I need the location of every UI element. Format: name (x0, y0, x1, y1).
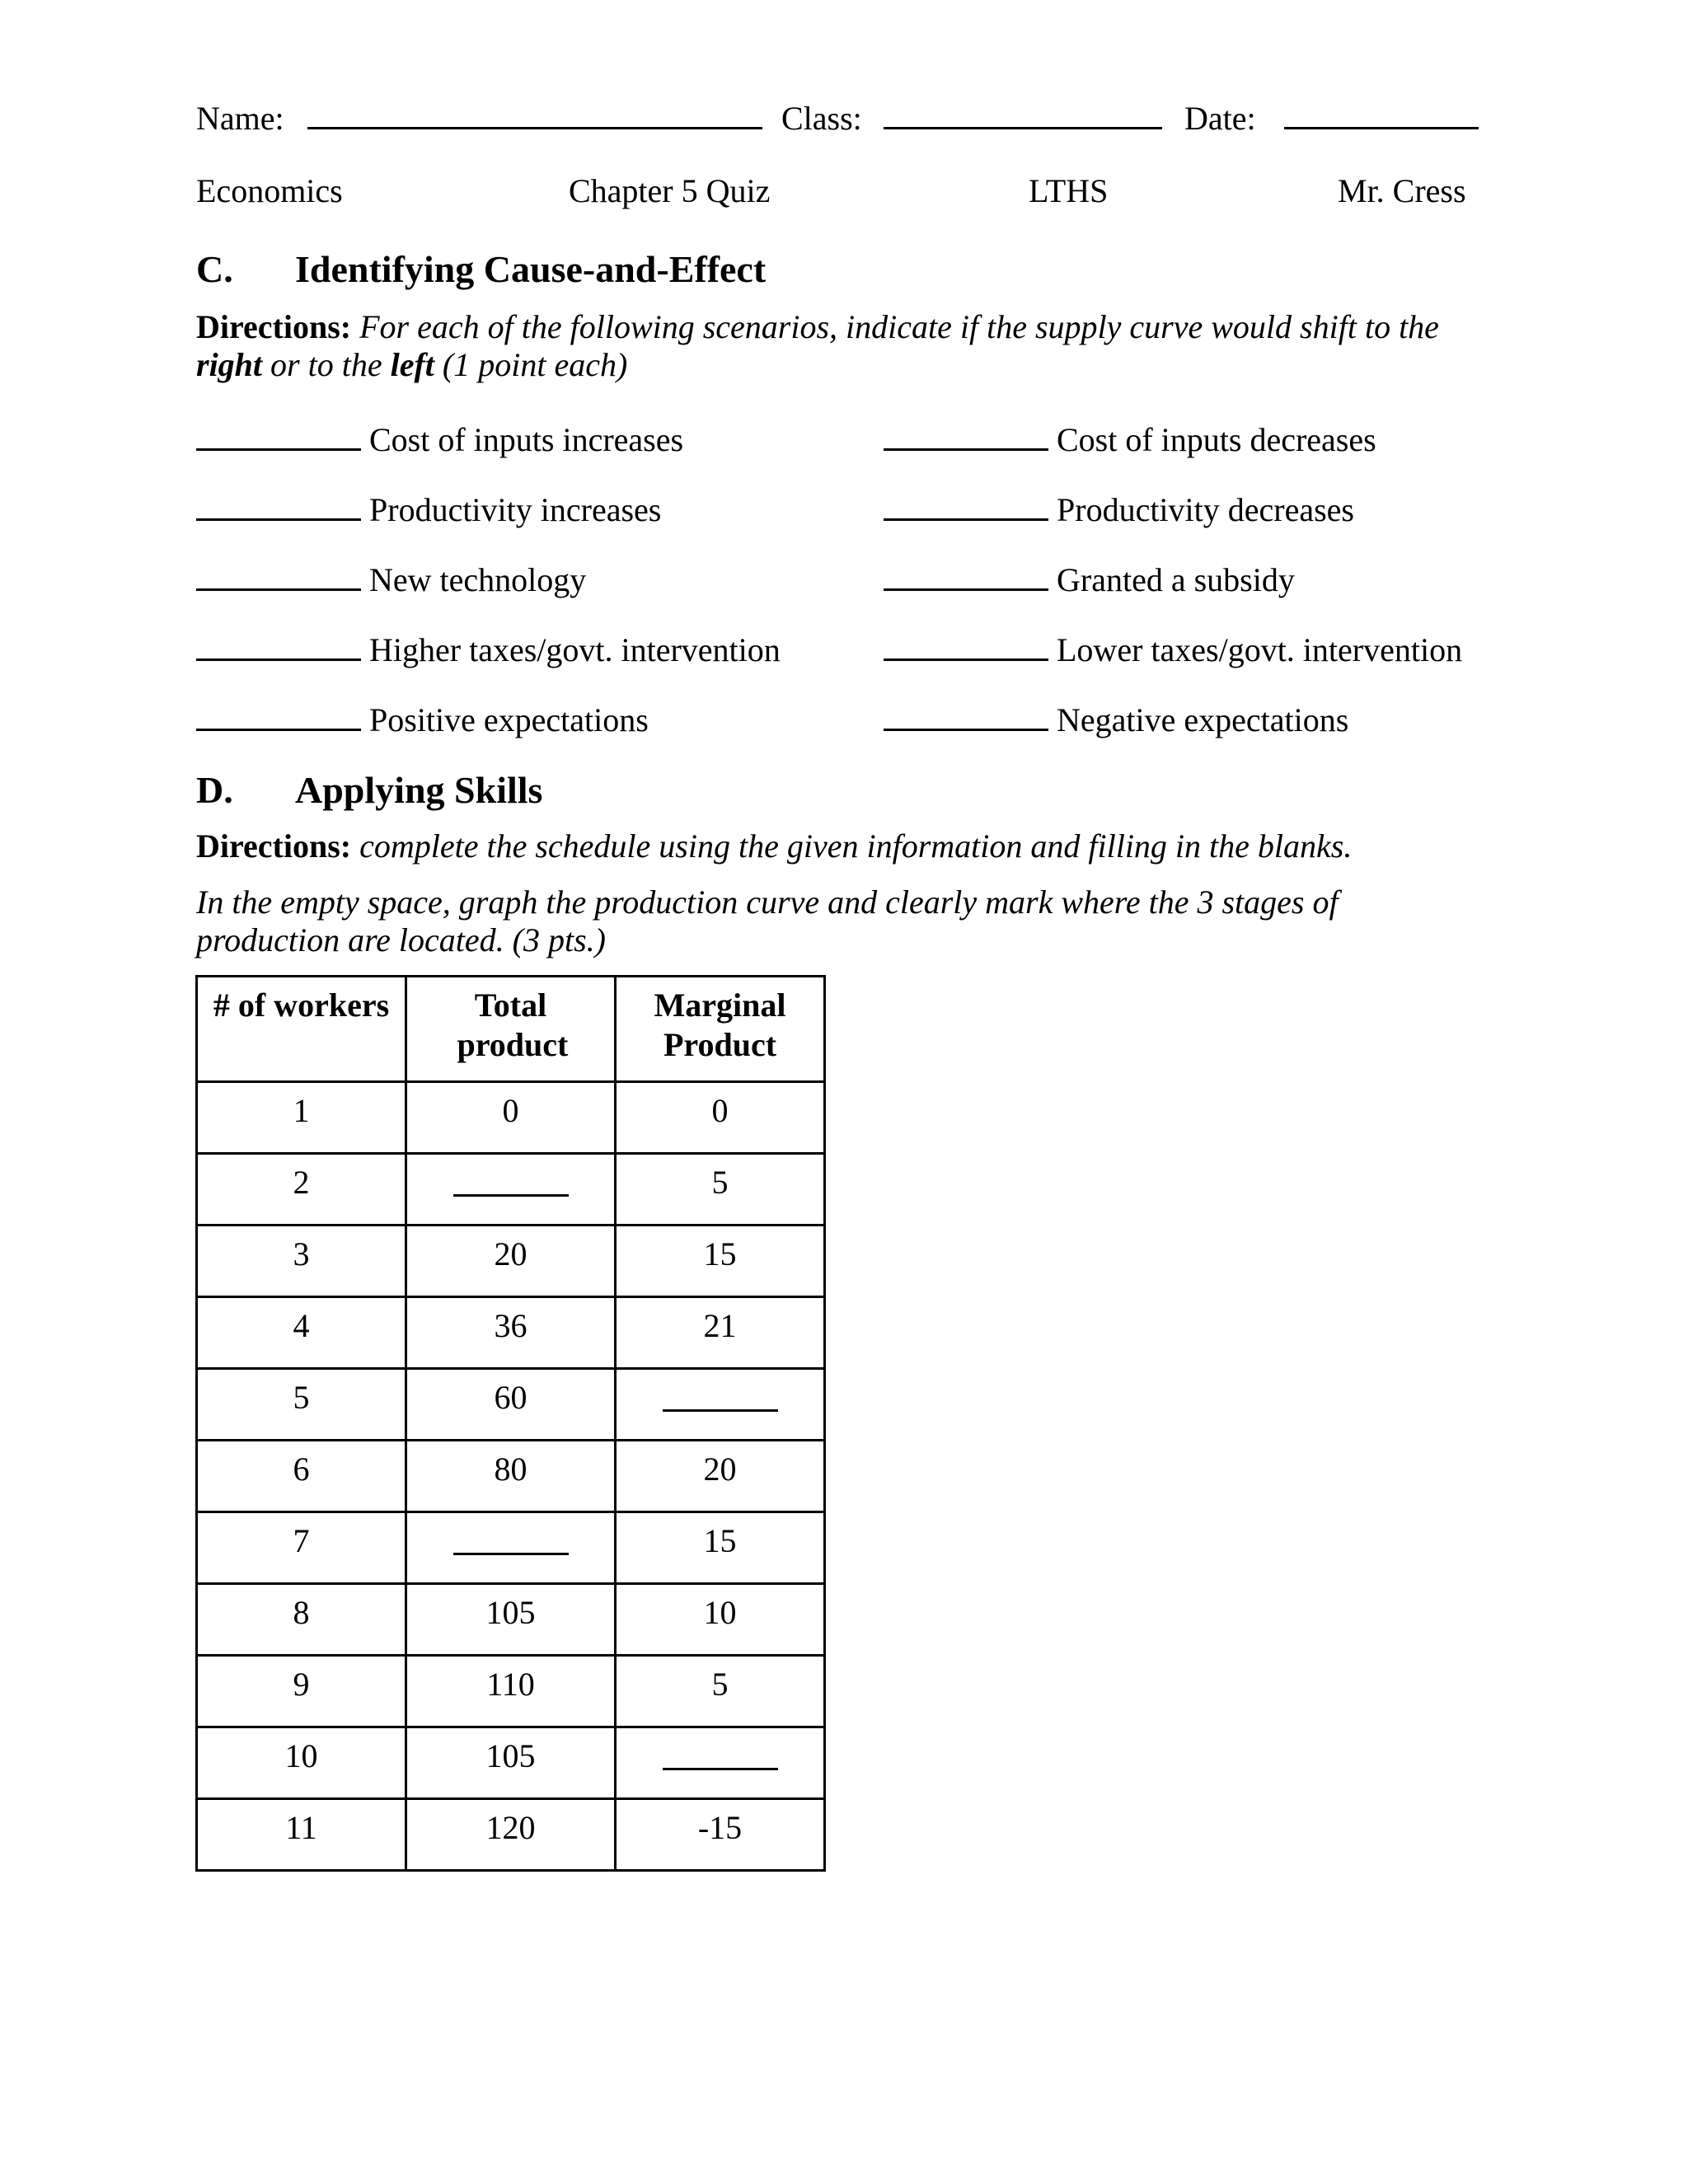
scenario-label: Productivity decreases (1057, 491, 1354, 528)
quiz-title: Chapter 5 Quiz (569, 172, 771, 209)
total-product-cell: 110 (406, 1656, 616, 1727)
total-product-cell: 80 (406, 1441, 616, 1512)
table-header-row (197, 977, 825, 1082)
fill-in-blank[interactable] (663, 1740, 778, 1770)
marginal-product-cell: 20 (616, 1441, 825, 1512)
directions-text-2: or to the (270, 346, 382, 383)
scenario-label: Granted a subsidy (1057, 561, 1295, 598)
directions-text: complete the schedule using the given information and filling in the blanks. (359, 827, 1353, 865)
table-row (197, 1441, 825, 1512)
table-row (197, 1512, 825, 1584)
table-row (197, 1369, 825, 1441)
fill-in-blank[interactable] (453, 1525, 569, 1555)
workers-cell: 9 (197, 1656, 406, 1727)
scenario-item (884, 490, 1354, 527)
table-row (197, 1154, 825, 1226)
section-c-title: Identifying Cause-and-Effect (295, 248, 767, 290)
marginal-product-cell: 10 (616, 1584, 825, 1656)
scenario-label: Negative expectations (1057, 701, 1349, 738)
total-product-cell: 105 (406, 1584, 616, 1656)
table-row (197, 1297, 825, 1369)
workers-cell: 4 (197, 1297, 406, 1369)
header-total-product: Total product (406, 977, 616, 1082)
section-d-letter: D. (196, 769, 233, 811)
section-c-letter: C. (196, 248, 233, 290)
scenario-item (196, 420, 683, 457)
scenario-item (884, 630, 1462, 667)
scenario-label: Cost of inputs decreases (1057, 421, 1376, 458)
marginal-product-cell: 0 (616, 1082, 825, 1154)
total-product-cell: 105 (406, 1727, 616, 1799)
fill-in-blank[interactable] (663, 1381, 778, 1412)
scenario-item (884, 420, 1376, 457)
directions-right: right (196, 346, 263, 383)
marginal-product-cell: -15 (616, 1799, 825, 1871)
graph-instruction-text: In the empty space, graph the production curve and clearly mark where the 3 stages of production are located. (3 pts.) (196, 883, 1339, 958)
answer-blank[interactable] (196, 701, 361, 731)
total-product-cell[interactable] (406, 1154, 616, 1226)
section-d-directions (196, 827, 1482, 865)
scenario-label: New technology (369, 561, 587, 598)
name-label: Name: (196, 100, 284, 137)
table-body (197, 1082, 825, 1871)
workers-cell: 5 (197, 1369, 406, 1441)
total-product-cell[interactable] (406, 1512, 616, 1584)
workers-cell: 6 (197, 1441, 406, 1512)
marginal-product-cell[interactable] (616, 1369, 825, 1441)
total-product-cell: 0 (406, 1082, 616, 1154)
marginal-product-cell: 21 (616, 1297, 825, 1369)
table-row (197, 1727, 825, 1799)
date-row (1184, 99, 1479, 135)
subject-text: Economics (196, 172, 343, 209)
table-row (197, 1082, 825, 1154)
workers-cell: 3 (197, 1226, 406, 1297)
section-d-title: Applying Skills (295, 769, 543, 811)
scenario-item (884, 701, 1348, 737)
scenario-item (196, 701, 649, 737)
answer-blank[interactable] (884, 420, 1048, 451)
scenario-label: Lower taxes/govt. intervention (1057, 631, 1463, 668)
directions-text-1: For each of the following scenarios, indicate if the supply curve would shift to the (359, 308, 1439, 345)
date-field[interactable] (1284, 99, 1479, 129)
scenario-item (196, 560, 586, 597)
table-row (197, 1226, 825, 1297)
fill-in-blank[interactable] (453, 1166, 569, 1197)
answer-blank[interactable] (884, 630, 1048, 661)
table-row (197, 1656, 825, 1727)
scenario-label: Positive expectations (369, 701, 649, 738)
workers-cell: 2 (197, 1154, 406, 1226)
scenario-item (196, 490, 661, 527)
table-row (197, 1799, 825, 1871)
class-field[interactable] (884, 99, 1162, 129)
workers-cell: 7 (197, 1512, 406, 1584)
table-row (197, 1584, 825, 1656)
header-workers: # of workers (197, 977, 406, 1082)
marginal-product-cell: 5 (616, 1656, 825, 1727)
directions-text-3: (1 point each) (442, 346, 628, 383)
header-marginal-product: Marginal Product (616, 977, 825, 1082)
date-label: Date: (1184, 100, 1256, 137)
workers-cell: 1 (197, 1082, 406, 1154)
total-product-cell: 60 (406, 1369, 616, 1441)
section-c-heading (196, 247, 766, 291)
marginal-product-cell[interactable] (616, 1727, 825, 1799)
total-product-cell: 20 (406, 1226, 616, 1297)
answer-blank[interactable] (196, 630, 361, 661)
marginal-product-cell: 15 (616, 1512, 825, 1584)
answer-blank[interactable] (196, 560, 361, 591)
answer-blank[interactable] (196, 420, 361, 451)
name-row (196, 99, 762, 135)
answer-blank[interactable] (196, 490, 361, 521)
section-d-heading (196, 768, 542, 812)
graph-instruction (196, 883, 1367, 959)
scenario-label: Cost of inputs increases (369, 421, 684, 458)
answer-blank[interactable] (884, 490, 1048, 521)
workers-cell: 10 (197, 1727, 406, 1799)
directions-label: Directions: (196, 308, 352, 345)
section-c-directions (196, 308, 1482, 384)
answer-blank[interactable] (884, 560, 1048, 591)
directions-left: left (390, 346, 434, 383)
school-text: LTHS (1029, 172, 1109, 209)
teacher-text: Mr. Cress (1338, 172, 1466, 209)
name-field[interactable] (307, 99, 762, 129)
total-product-cell: 36 (406, 1297, 616, 1369)
scenario-label: Higher taxes/govt. intervention (369, 631, 781, 668)
directions-label: Directions: (196, 827, 352, 865)
class-label: Class: (781, 100, 862, 137)
class-row (781, 99, 1162, 135)
scenario-item (884, 560, 1295, 597)
total-product-cell: 120 (406, 1799, 616, 1871)
marginal-product-cell: 5 (616, 1154, 825, 1226)
workers-cell: 8 (197, 1584, 406, 1656)
answer-blank[interactable] (884, 701, 1048, 731)
production-schedule-table (195, 975, 826, 1872)
scenario-label: Productivity increases (369, 491, 662, 528)
marginal-product-cell: 15 (616, 1226, 825, 1297)
workers-cell: 11 (197, 1799, 406, 1871)
scenario-item (196, 630, 781, 667)
